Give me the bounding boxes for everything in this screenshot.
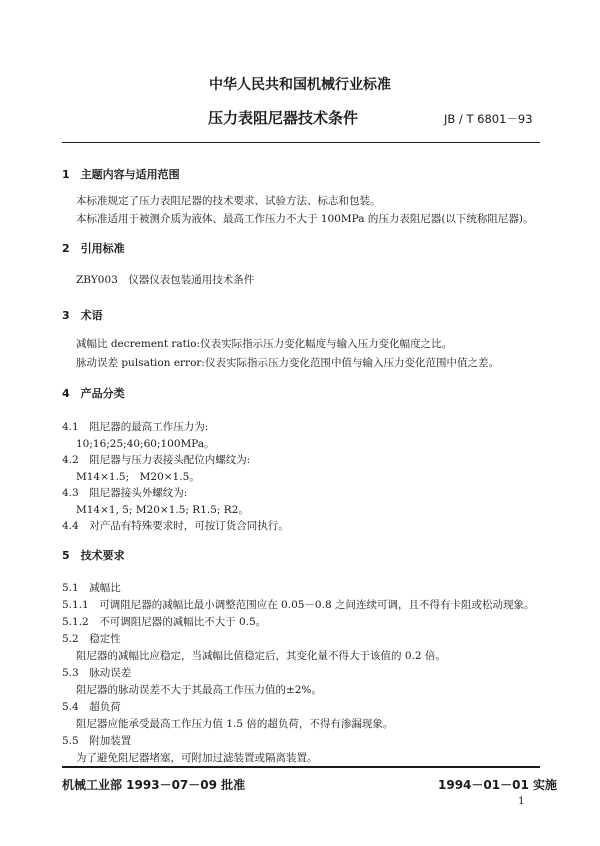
section-3-para-2: 脉动误差 pulsation error:仪表实际指示压力变化范围中值与输入压力变化范围中值之差。 [76, 357, 499, 369]
footer-rule [62, 766, 540, 768]
clause-5-4-text: 阻尼器应能承受最高工作压力值 1.5 倍的超负荷，不得有渗漏现象。 [76, 718, 394, 730]
clause-5-1: 5.1 减幅比 [62, 582, 121, 594]
section-5-heading: 5 技术要求 [62, 549, 125, 562]
clause-5-1-2: 5.1.2 不可调阻尼器的减幅比不大于 0.5。 [62, 616, 267, 628]
standard-org: 中华人民共和国机械行业标准 [209, 77, 391, 93]
clause-4-3-values: M14×1, 5; M20×1.5; R1.5; R2。 [76, 504, 249, 516]
clause-4-2-values: M14×1.5; M20×1.5。 [76, 471, 200, 483]
section-2-heading: 2 引用标准 [62, 242, 125, 255]
section-2-para-1: ZBY003 仪器仪表包装通用技术条件 [76, 274, 255, 286]
approval-date: 机械工业部 1993－07－09 批准 [62, 778, 246, 792]
section-3-heading: 3 术语 [62, 309, 103, 322]
page-number: 1 [518, 795, 525, 807]
implementation-date: 1994－01－01 实施 [438, 778, 557, 792]
clause-5-4: 5.4 超负荷 [62, 701, 121, 713]
clause-4-4: 4.4 对产品有特殊要求时，可按订货合同执行。 [62, 520, 289, 532]
section-1-para-2: 本标准适用于被测介质为液体、最高工作压力不大于 100MPa 的压力表阻尼器(以下统称阻尼器)。 [76, 213, 534, 225]
clause-5-1-1: 5.1.1 可调阻尼器的减幅比最小调整范围应在 0.05－0.8 之间连续可调，且不得有卡阻或松动现象。 [62, 599, 535, 611]
standard-number: JB / T 6801－93 [444, 112, 533, 126]
clause-5-5: 5.5 附加装置 [62, 735, 132, 747]
section-1-heading: 1 主题内容与适用范围 [62, 168, 180, 181]
section-4-heading: 4 产品分类 [62, 387, 125, 400]
clause-5-3: 5.3 脉动误差 [62, 667, 132, 679]
clause-4-1-values: 10;16;25;40;60;100MPa。 [76, 438, 215, 450]
clause-4-2: 4.2 阻尼器与压力表接头配位内螺纹为: [62, 454, 251, 466]
section-3-para-1: 减幅比 decrement ratio:仪表实际指示压力变化幅度与输入压力变化幅度之比。 [76, 338, 453, 350]
section-1-para-1: 本标准规定了压力表阻尼器的技术要求、试验方法、标志和包装。 [76, 195, 381, 207]
clause-5-2: 5.2 稳定性 [62, 633, 121, 645]
clause-4-1: 4.1 阻尼器的最高工作压力为: [62, 421, 209, 433]
clause-5-3-text: 阻尼器的脉动误差不大于其最高工作压力值的±2%。 [76, 684, 322, 696]
header-rule [62, 142, 540, 143]
clause-5-2-text: 阻尼器的减幅比应稳定，当减幅比值稳定后，其变化量不得大于该值的 0.2 倍。 [76, 650, 446, 662]
clause-4-3: 4.3 阻尼器接头外螺纹为: [62, 487, 188, 499]
clause-5-5-text: 为了避免阻尼器堵塞，可附加过滤装置或隔离装置。 [76, 752, 318, 764]
document-title: 压力表阻尼器技术条件 [208, 109, 359, 127]
